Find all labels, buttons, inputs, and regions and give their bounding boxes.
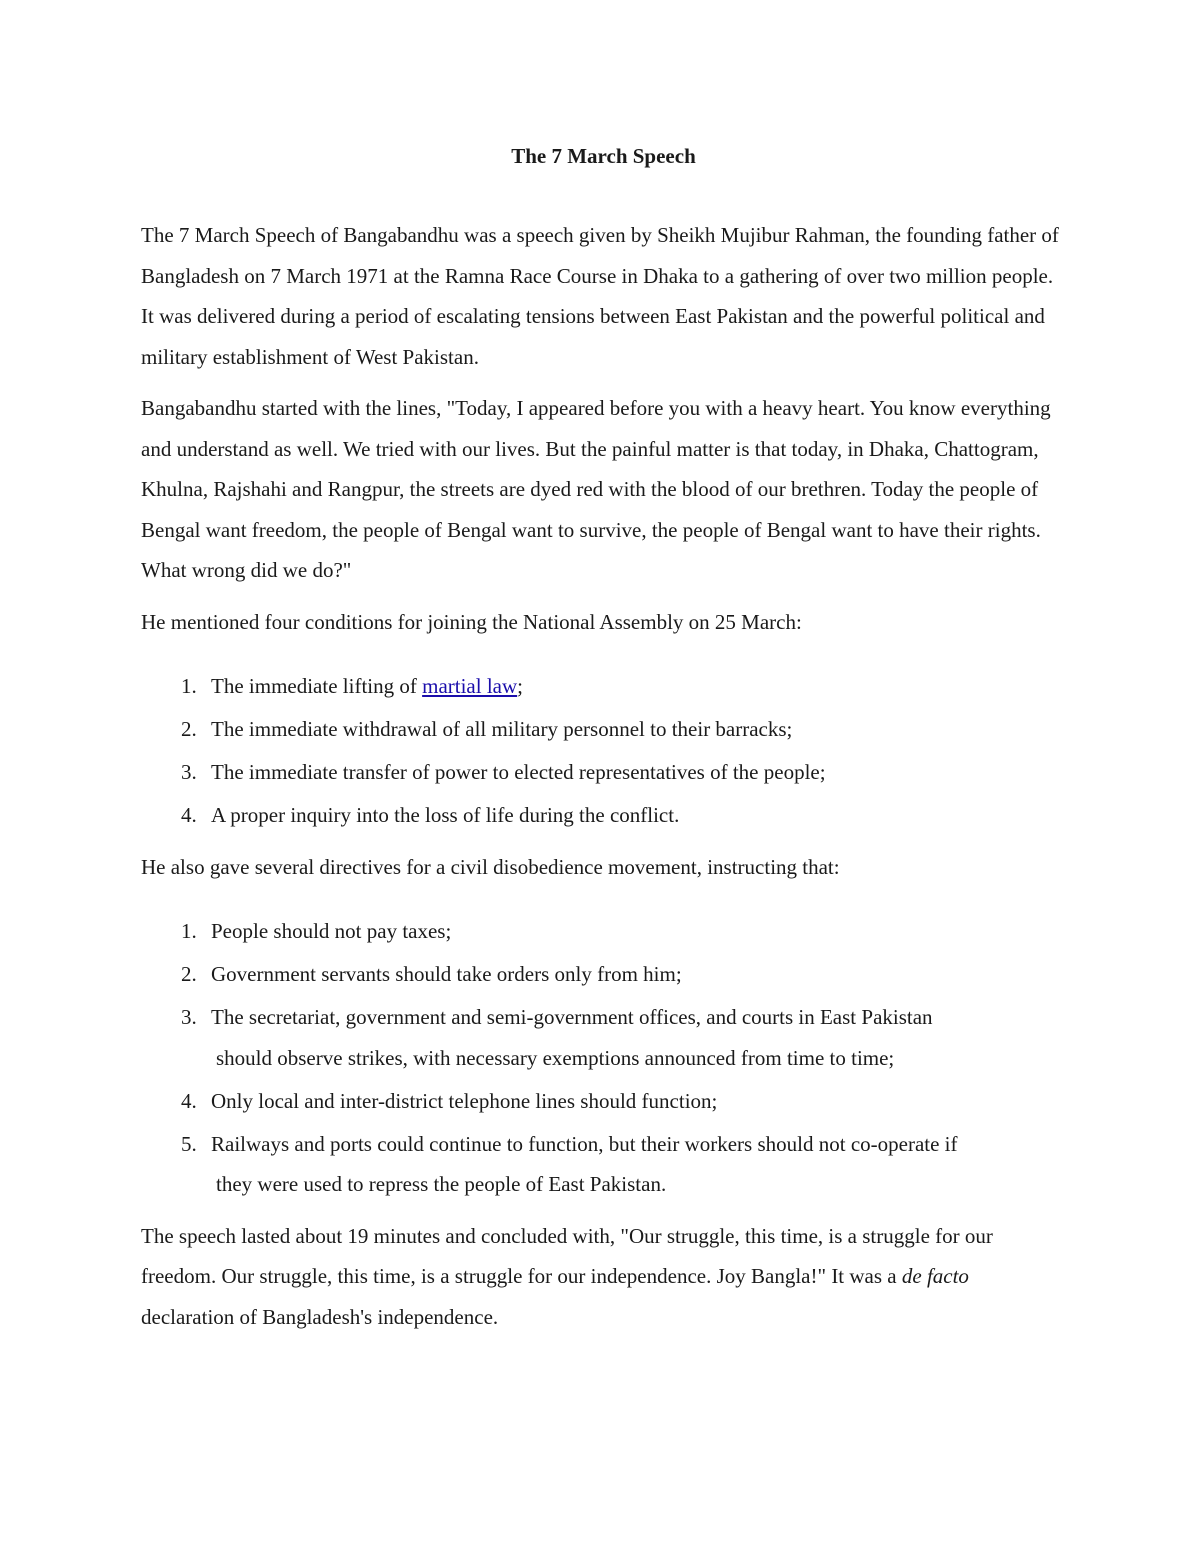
- list-item: [181, 795, 1066, 836]
- list-number: 3.: [181, 760, 197, 784]
- list-item-text: The immediate transfer of power to elected representatives of the people;: [211, 760, 826, 784]
- directives-list: [141, 911, 1066, 1205]
- closing-text: The speech lasted about 19 minutes and concluded with, "Our struggle, this time, is a struggle for our freedom. Our struggle, this time, is a struggle for our independence. Joy Bangla!" It was a: [141, 1223, 993, 1288]
- conditions-list: [141, 666, 1066, 836]
- list-item-text: People should not pay taxes;: [211, 919, 452, 943]
- list-number: 2.: [181, 717, 197, 741]
- list-number: 4.: [181, 803, 197, 827]
- closing-paragraph: [141, 1216, 1066, 1338]
- list-item: [181, 1081, 1066, 1122]
- list-number: 5.: [181, 1131, 197, 1156]
- list-item: [181, 666, 1066, 707]
- list-number: 1.: [181, 919, 197, 943]
- list-item-text: A proper inquiry into the loss of life during the conflict.: [211, 803, 680, 827]
- list-item: [181, 752, 1066, 793]
- list-item-text: The immediate lifting of: [211, 674, 423, 698]
- list-item: [181, 709, 1066, 750]
- list-item-continuation: should observe strikes, with necessary exemptions announced from time to time;: [216, 1045, 895, 1070]
- list-number: 3.: [181, 1005, 197, 1029]
- directives-intro: He also gave several directives for a civil disobedience movement, instructing that:: [141, 854, 840, 879]
- intro-paragraph: The 7 March Speech of Bangabandhu was a speech given by Sheikh Mujibur Rahman, the founding father of Bangladesh on 7 March 1971 at the Ramna Race Course in Dhaka to a gathering of over two million people. It was delivered during a period of escalating tensions between East Pakistan and the powerful political and military establishment of West Pakistan.: [141, 223, 1059, 369]
- list-item-text: The immediate withdrawal of all military personnel to their barracks;: [211, 717, 793, 741]
- list-number: 2.: [181, 962, 197, 986]
- conditions-intro: He mentioned four conditions for joining the National Assembly on 25 March:: [141, 609, 802, 634]
- document-body: [141, 136, 1066, 1348]
- list-item-text: Railways and ports could continue to function, but their workers should not co-operate if: [211, 1131, 958, 1156]
- quote-paragraph: Bangabandhu started with the lines, "Today, I appeared before you with a heavy heart. You know everything and understand as well. We tried with our lives. But the painful matter is that today, in Dhaka, Chattogram, Khulna, Rajshahi and Rangpur, the streets are dyed red with the blood of our brethren. Today the people of Bengal want freedom, the people of Bengal want to survive, the people of Bengal want to have their rights. What wrong did we do?": [141, 396, 1051, 582]
- list-item-text: Only local and inter-district telephone lines should function;: [211, 1088, 718, 1113]
- list-item: [181, 954, 1066, 995]
- list-item-text: The secretariat, government and semi-government offices, and courts in East Pakistan: [211, 1005, 933, 1029]
- list-number: 4.: [181, 1088, 197, 1113]
- list-item: [181, 911, 1066, 952]
- de-facto-italic: de facto: [901, 1264, 969, 1288]
- list-item-continuation: they were used to repress the people of East Pakistan.: [216, 1172, 667, 1196]
- list-number: 1.: [181, 674, 197, 698]
- list-item: [181, 997, 1066, 1078]
- list-item-suffix: ;: [517, 674, 523, 698]
- page-title: The 7 March Speech: [511, 144, 696, 168]
- list-item: [181, 1124, 1066, 1205]
- martial-law-link[interactable]: martial law: [422, 674, 518, 698]
- list-item-text: Government servants should take orders only from him;: [211, 962, 682, 986]
- closing-text-end: declaration of Bangladesh's independence.: [141, 1304, 499, 1329]
